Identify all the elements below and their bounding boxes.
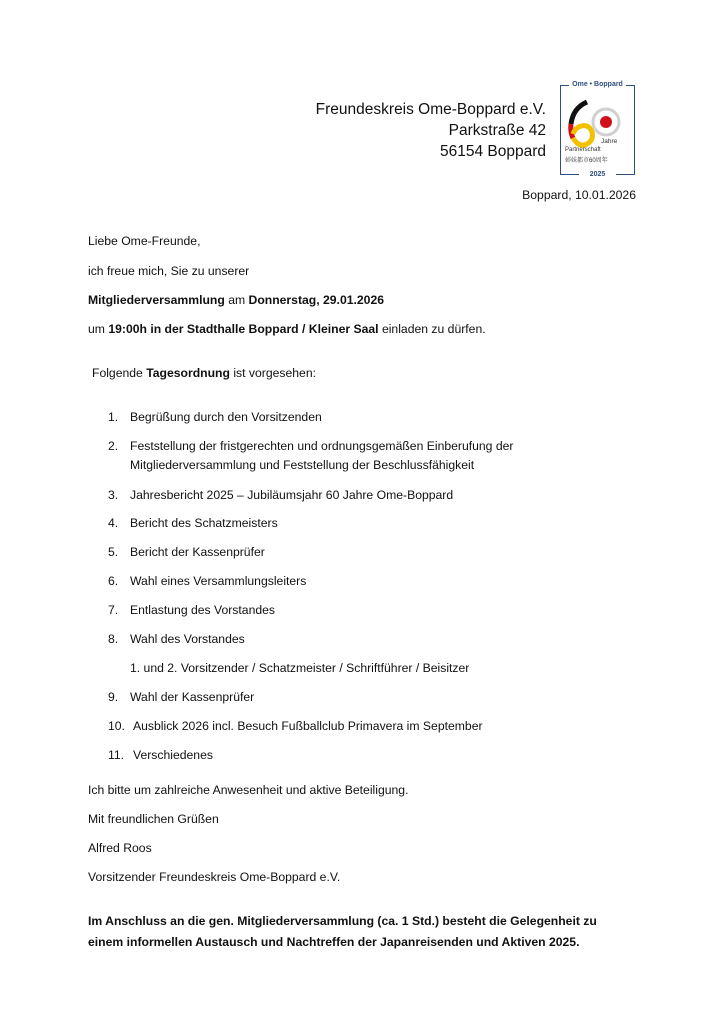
footer-note-line2: einem informellen Austausch und Nachtreffen der Japanreisenden und Aktiven 2025. — [88, 935, 580, 949]
agenda-text: Wahl des Vorstandes — [130, 632, 245, 646]
closing-regards: Mit freundlichen Grüßen — [88, 812, 219, 826]
agenda-number: 9. — [108, 690, 119, 704]
time-suffix: einladen zu dürfen. — [378, 322, 486, 336]
org-name: Freundeskreis Ome-Boppard e.V. — [315, 101, 546, 118]
agenda-number: 6. — [108, 574, 119, 588]
agenda-number: 5. — [108, 545, 119, 559]
meeting-line — [88, 293, 384, 307]
meeting-title: Mitgliederversammlung — [88, 293, 225, 307]
logo-japanese: 姉妹都市60周年 — [565, 158, 608, 164]
logo-jahre: Jahre — [601, 138, 618, 145]
agenda-text: Bericht des Schatzmeisters — [130, 516, 278, 530]
agenda-text: Ausblick 2026 incl. Besuch Fußballclub Primavera im September — [133, 719, 483, 733]
anniversary-logo — [560, 81, 635, 178]
agenda-text: Begrüßung durch den Vorsitzenden — [130, 410, 322, 424]
time-location: 19:00h in der Stadthalle Boppard / Kleiner Saal — [108, 322, 379, 336]
agenda-text: Feststellung der fristgerechten und ordnungsgemäßen Einberufung der — [130, 439, 514, 453]
agenda-number: 1. — [108, 410, 119, 424]
agenda-number: 7. — [108, 603, 119, 617]
agenda-text: Verschiedenes — [133, 748, 213, 762]
time-line — [88, 322, 486, 336]
logo-partnerschaft: Partnerschaft — [565, 147, 601, 153]
time-prefix: um — [88, 322, 109, 336]
footer-note-line1: Im Anschluss an die gen. Mitgliederversammlung (ca. 1 Std.) besteht die Gelegenheit zu — [88, 914, 597, 928]
agenda-number: 8. — [108, 632, 119, 646]
agenda-text: Wahl eines Versammlungsleiters — [130, 574, 307, 588]
agenda-text: Entlastung des Vorstandes — [130, 603, 275, 617]
closing-request: Ich bitte um zahlreiche Anwesenheit und aktive Beteiligung. — [88, 783, 409, 797]
agenda-number: 2. — [108, 439, 119, 453]
org-city: 56154 Boppard — [439, 143, 546, 160]
agenda-text: Bericht der Kassenprüfer — [130, 545, 265, 559]
meeting-date: Donnerstag, 29.01.2026 — [248, 293, 385, 307]
logo-year: 2025 — [579, 169, 616, 181]
agenda-intro — [92, 366, 316, 380]
agenda-intro-suffix: ist vorgesehen: — [229, 366, 316, 380]
letter-date: Boppard, 10.01.2026 — [522, 188, 636, 202]
agenda-text-continued: Mitgliederversammlung und Feststellung der Beschlussfähigkeit — [130, 458, 475, 472]
agenda-number: 11. — [108, 748, 125, 762]
agenda-text: Jahresbericht 2025 – Jubiläumsjahr 60 Jahre Ome-Boppard — [130, 488, 454, 502]
signer-role: Vorsitzender Freundeskreis Ome-Boppard e.V. — [88, 870, 341, 884]
agenda-subtext: 1. und 2. Vorsitzender / Schatzmeister / Schriftführer / Beisitzer — [130, 661, 470, 675]
greeting: Liebe Ome-Freunde, — [88, 234, 201, 248]
agenda-text: Wahl der Kassenprüfer — [130, 690, 255, 704]
agenda-intro-prefix: Folgende — [92, 366, 147, 380]
agenda-number: 4. — [108, 516, 119, 530]
org-street: Parkstraße 42 — [448, 122, 546, 139]
logo-top-text: Ome • Boppard — [569, 79, 626, 91]
agenda-intro-bold: Tagesordnung — [146, 366, 230, 380]
intro-line: ich freue mich, Sie zu unserer — [88, 264, 250, 278]
signer-name: Alfred Roos — [88, 841, 152, 855]
agenda-number: 10. — [108, 719, 125, 733]
agenda-number: 3. — [108, 488, 119, 502]
meeting-connector: am — [224, 293, 249, 307]
